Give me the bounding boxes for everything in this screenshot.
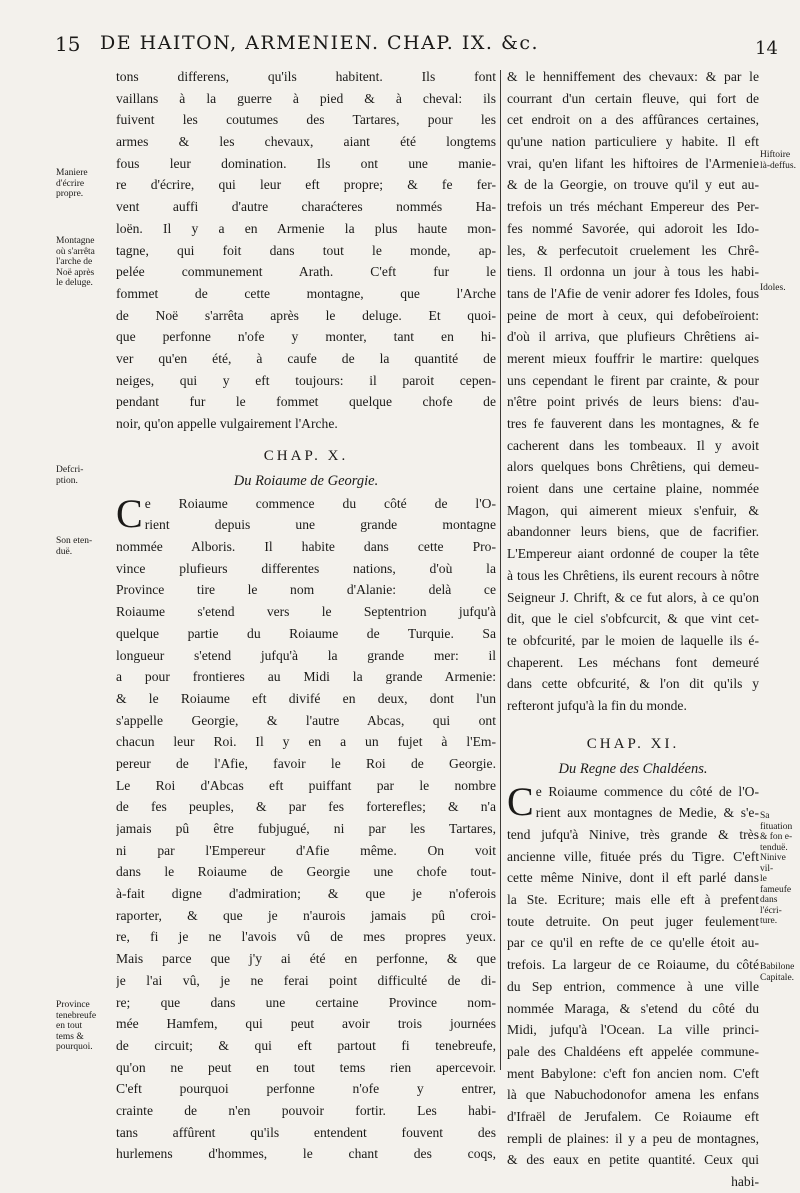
text-line: te obfcurité, par le moien de laquelle ils é- [507, 632, 759, 648]
text-line: raporter, & que je n'aurois jamais pû croi- [116, 907, 496, 923]
text-line: dans cette obfcurité, & l'on dit qu'ils y [507, 676, 759, 692]
text-line: nommée Alboris. Il habite dans cette Pro- [116, 539, 496, 555]
text-line: pale des Chaldéens eft appelée commune- [507, 1043, 759, 1059]
text-line: pendant fur le fommet quelque chofe de [116, 394, 496, 410]
text-line: d'où il arriva, que plufieurs Chrêtiens ai- [507, 329, 759, 345]
text-line: tans de l'Afie de venir adorer fes Idoles, fous [507, 285, 759, 301]
drop-cap: C [507, 778, 534, 824]
text-line: vrai, qu'en lifant les hiftoires de l'Armenie [507, 155, 759, 171]
text-line: fuivent les coutumes des Tartares, pour les [116, 112, 496, 128]
text-line: mée Hamfem, qui peut avoir trois journées [116, 1016, 496, 1032]
text-line: & des eaux en petite quantité. Ceux qui [507, 1152, 759, 1168]
text-line: Roiaume s'etend vers le Septentrion jufqu'à [116, 604, 496, 620]
right-column [507, 66, 759, 1193]
text-line: fommet de cette montagne, que l'Arche [116, 285, 496, 301]
text-line: les, & perfecutoit cruelement les Chrê- [507, 242, 759, 258]
text-line: cette même Ninive, dont il eft parlé dans [507, 870, 759, 886]
text-line: cet endroit on a des affûrances certaines, [507, 112, 759, 128]
text-line: de circuit; & qui eft partout fi tenebreufe, [116, 1037, 496, 1053]
text-line: hurlemens d'hommes, le chant des coqs, [116, 1146, 496, 1162]
left-column [116, 66, 496, 1165]
margin-note-situation: Sa fituation & fon e- tenduë. [760, 811, 793, 853]
text-line: jamais pû être fubjugué, ni par les Tartares, [116, 821, 496, 836]
page-number-left: 15 [55, 32, 81, 56]
text-line: Province tire le nom d'Alanie: delà ce [116, 582, 496, 598]
text-line: pereur de l'Afie, favoir le Roi de Georgie. [116, 755, 496, 771]
text-line: d'Ifraël de Jerufalem. Ce Roiaume eft [507, 1108, 759, 1124]
margin-note-province: Province tenebreufe en tout tems & pourquoi. [56, 1000, 97, 1052]
text-line: L'Empereur aiant ordonné de couper la tête [507, 546, 759, 562]
text-line: courrant d'un certain fleuve, qui fort de [507, 90, 759, 106]
text-line: tans affûrent qu'ils entendent fouvent des [116, 1124, 496, 1140]
chapter-heading: CHAP. X. [263, 447, 349, 464]
catchword: habi- [731, 1174, 759, 1189]
text-line: re, fi je ne l'avois vû de mes propres yeux. [116, 929, 496, 945]
text-line: que perfonne n'ofe y monter, tant en hi- [116, 329, 496, 345]
text-line: chacun leur Roi. Il y en a un fujet à l'Em- [116, 734, 496, 750]
margin-note-description: Defcri- ption. [56, 465, 84, 486]
text-line: C'eft pourquoi perfonne n'ofe y entrer, [116, 1081, 496, 1097]
text-line: dit, que le ciel s'obfcurcit, & que vint cet- [507, 611, 759, 627]
text-line: là que Nabuchodonofor amena les enfans [507, 1087, 759, 1103]
text-line: rient depuis une grande montagne [144, 517, 496, 533]
chapter-title: Du Regne des Chaldéens. [558, 760, 708, 777]
text-line: Midi, jufqu'à l'Ocean. La ville princi- [507, 1022, 759, 1038]
margin-note-idoles: Idoles. [760, 283, 786, 293]
text-line: tagne, qui foit dans tout le monde, ap- [116, 242, 496, 258]
text-line: & de la Georgie, on trouve qu'il y eut au- [507, 177, 759, 193]
text-line: qu'on ne peut en tout tems rien apercevoir. [116, 1059, 496, 1075]
text-line: Mais parce que j'y ai été en perfonne, & que [116, 951, 496, 967]
drop-cap: C [116, 490, 143, 536]
text-line: ancienne ville, fituée prés du Tigre. C'eft [507, 848, 759, 864]
margin-note-montagne: Montagne où s'arrêta l'arche de Noë après le deluge. [56, 236, 95, 288]
margin-note-histoire: Hiftoire là-deffus. [760, 150, 796, 171]
chapter-opening [507, 778, 759, 824]
text-line: & le henniffement des chevaux: & par le [507, 69, 759, 84]
text-line: rempli de plaines: il y a peu de montagnes, [507, 1130, 759, 1146]
text-line: pelée communement Arath. C'eft fur le [116, 264, 496, 280]
text-line: de fes peuples, & par fes forterefles; & n'a [116, 799, 496, 815]
text-line: trefois un trés méchant Empereur des Per- [507, 199, 759, 215]
text-line: je l'ai vû, je ne ferai point difficulté de di- [116, 972, 496, 988]
text-line: cacherent dans les tombeaux. Il y avoit [507, 437, 759, 453]
text-line: par ce qu'il en refte de ce qu'elle étoit au- [507, 935, 759, 951]
text-line: ment Babylone: c'eft fon ancien nom. C'eft [507, 1065, 759, 1081]
text-line: tiens. Il ordonna un jour à tous les habi- [507, 264, 759, 280]
text-line: ni par l'Empereur d'Afie même. On voit [116, 842, 496, 858]
margin-note-babilone: Babilone Capitale. [760, 962, 795, 983]
running-title: DE HAITON, ARMENIEN. CHAP. IX. &c. [100, 32, 540, 54]
text-line: Le Roi d'Abcas eft puiffant par le nombre [116, 777, 496, 793]
text-line: nommée Maraga, & s'etend du côté du [507, 1000, 759, 1016]
page-number-right: 14 [755, 38, 778, 59]
text-line: fes nommé Savorée, qui adoroit les Ido- [507, 220, 759, 236]
text-line: re d'écrire, qui leur eft propre; & fe fer- [116, 177, 496, 193]
text-line: refteront jufqu'à la fin du monde. [507, 697, 687, 713]
text-line: peine de mort à ceux, qui defobeïroient: [507, 307, 759, 323]
text-line: armes & les chevaux, aiant été longtems [116, 134, 496, 150]
text-line: vaillans à la guerre à pied & à cheval: ils [116, 90, 496, 106]
text-line: neiges, qui y eft toujours: il paroit cepen- [116, 372, 496, 388]
text-line: n'être point privés de leurs biens: d'au- [507, 394, 759, 410]
text-line: noir, qu'on appelle vulgairement l'Arche. [116, 416, 338, 431]
column-divider [500, 70, 501, 1070]
text-line: toute detruite. On peut juger feulement [507, 913, 759, 929]
text-line: a pour frontieres au Midi la grande Armenie: [116, 669, 496, 685]
text-line: vince plufieurs differentes nations, d'où la [116, 560, 496, 576]
text-line: alors quelques bons Chrêtiens, qui demeu- [507, 459, 759, 475]
chapter-opening [116, 490, 496, 536]
text-line: à-fait digne d'admiration; & que je n'oferois [116, 886, 496, 902]
text-line: uns cependant le firent par crainte, & pour [507, 372, 759, 388]
text-line: Seigneur J. Chrift, & ce fut alors, à ce qu'on [507, 589, 759, 605]
text-line: la Ste. Ecriture; mais elle eft à prefent [507, 892, 759, 908]
text-line: & le Roiaume eft divifé en deux, dont l'un [116, 690, 496, 706]
text-line: s'appelle Georgie, & l'autre Abcas, qui ont [116, 712, 496, 728]
text-line: à tous les Chrêtiens, ils eurent recours à nôtre [507, 567, 759, 583]
text-line: ver qu'en été, à caufe de la quantité de [116, 350, 496, 366]
text-line: Magon, qui aimerent mieux s'enfuir, & [507, 502, 759, 518]
text-line: e Roiaume commence du côté de l'O- [144, 495, 496, 511]
text-line: tend jufqu'à Ninive, très grande & très [507, 827, 759, 842]
margin-note-maniere: Maniere d'écrire propre. [56, 168, 88, 199]
text-line: longueur s'etend jufqu'à la grande mer: il [116, 647, 496, 663]
text-line: roient dans une certaine plaine, nommée [507, 481, 759, 497]
chapter-title: Du Roiaume de Georgie. [233, 472, 379, 489]
margin-note-etendue: Son eten- duë. [56, 536, 93, 557]
running-header [0, 32, 800, 62]
text-line: e Roiaume commence du côté de l'O- [535, 783, 759, 799]
text-line: dans le Roiaume de Georgie une chofe tout- [116, 864, 496, 880]
text-line: vent auffi d'autre charaćteres nommés Ha- [116, 199, 496, 215]
margin-note-ninive: Ninive vil- le fameufe dans l'écri- ture. [760, 853, 792, 926]
text-line: loën. Il y a en Armenie la plus haute mon- [116, 220, 496, 236]
text-line: merent mieux fouffrir le martire: quelques [507, 350, 759, 366]
text-line: tres fe fauverent dans les montagnes, & fe [507, 416, 759, 431]
chapter-heading: CHAP. XI. [586, 735, 680, 752]
text-line: qu'une nation particuliere y habite. Il eft [507, 134, 759, 150]
text-line: tons differens, qu'ils habitent. Ils font [116, 69, 496, 84]
text-line: quelque partie du Roiaume de Turquie. Sa [116, 625, 496, 641]
text-line: rient aux montagnes de Medie, & s'e- [535, 805, 759, 821]
text-line: fous leur domination. Ils ont une manie- [116, 155, 496, 171]
text-line: du Sep entrion, commence à une ville [507, 978, 759, 994]
text-line: chaperent. Les méchans font demeuré [507, 654, 759, 670]
text-line: crainte de n'en pouvoir fortir. Les habi- [116, 1102, 496, 1118]
text-line: re; que dans une certaine Province nom- [116, 994, 496, 1010]
text-line: de Noë s'arrêta après le deluge. Et quoi- [116, 307, 496, 323]
text-line: abandonner leurs biens, que de facrifier. [507, 524, 759, 540]
text-line: trefois. La largeur de ce Roiaume, du côté [507, 957, 759, 973]
